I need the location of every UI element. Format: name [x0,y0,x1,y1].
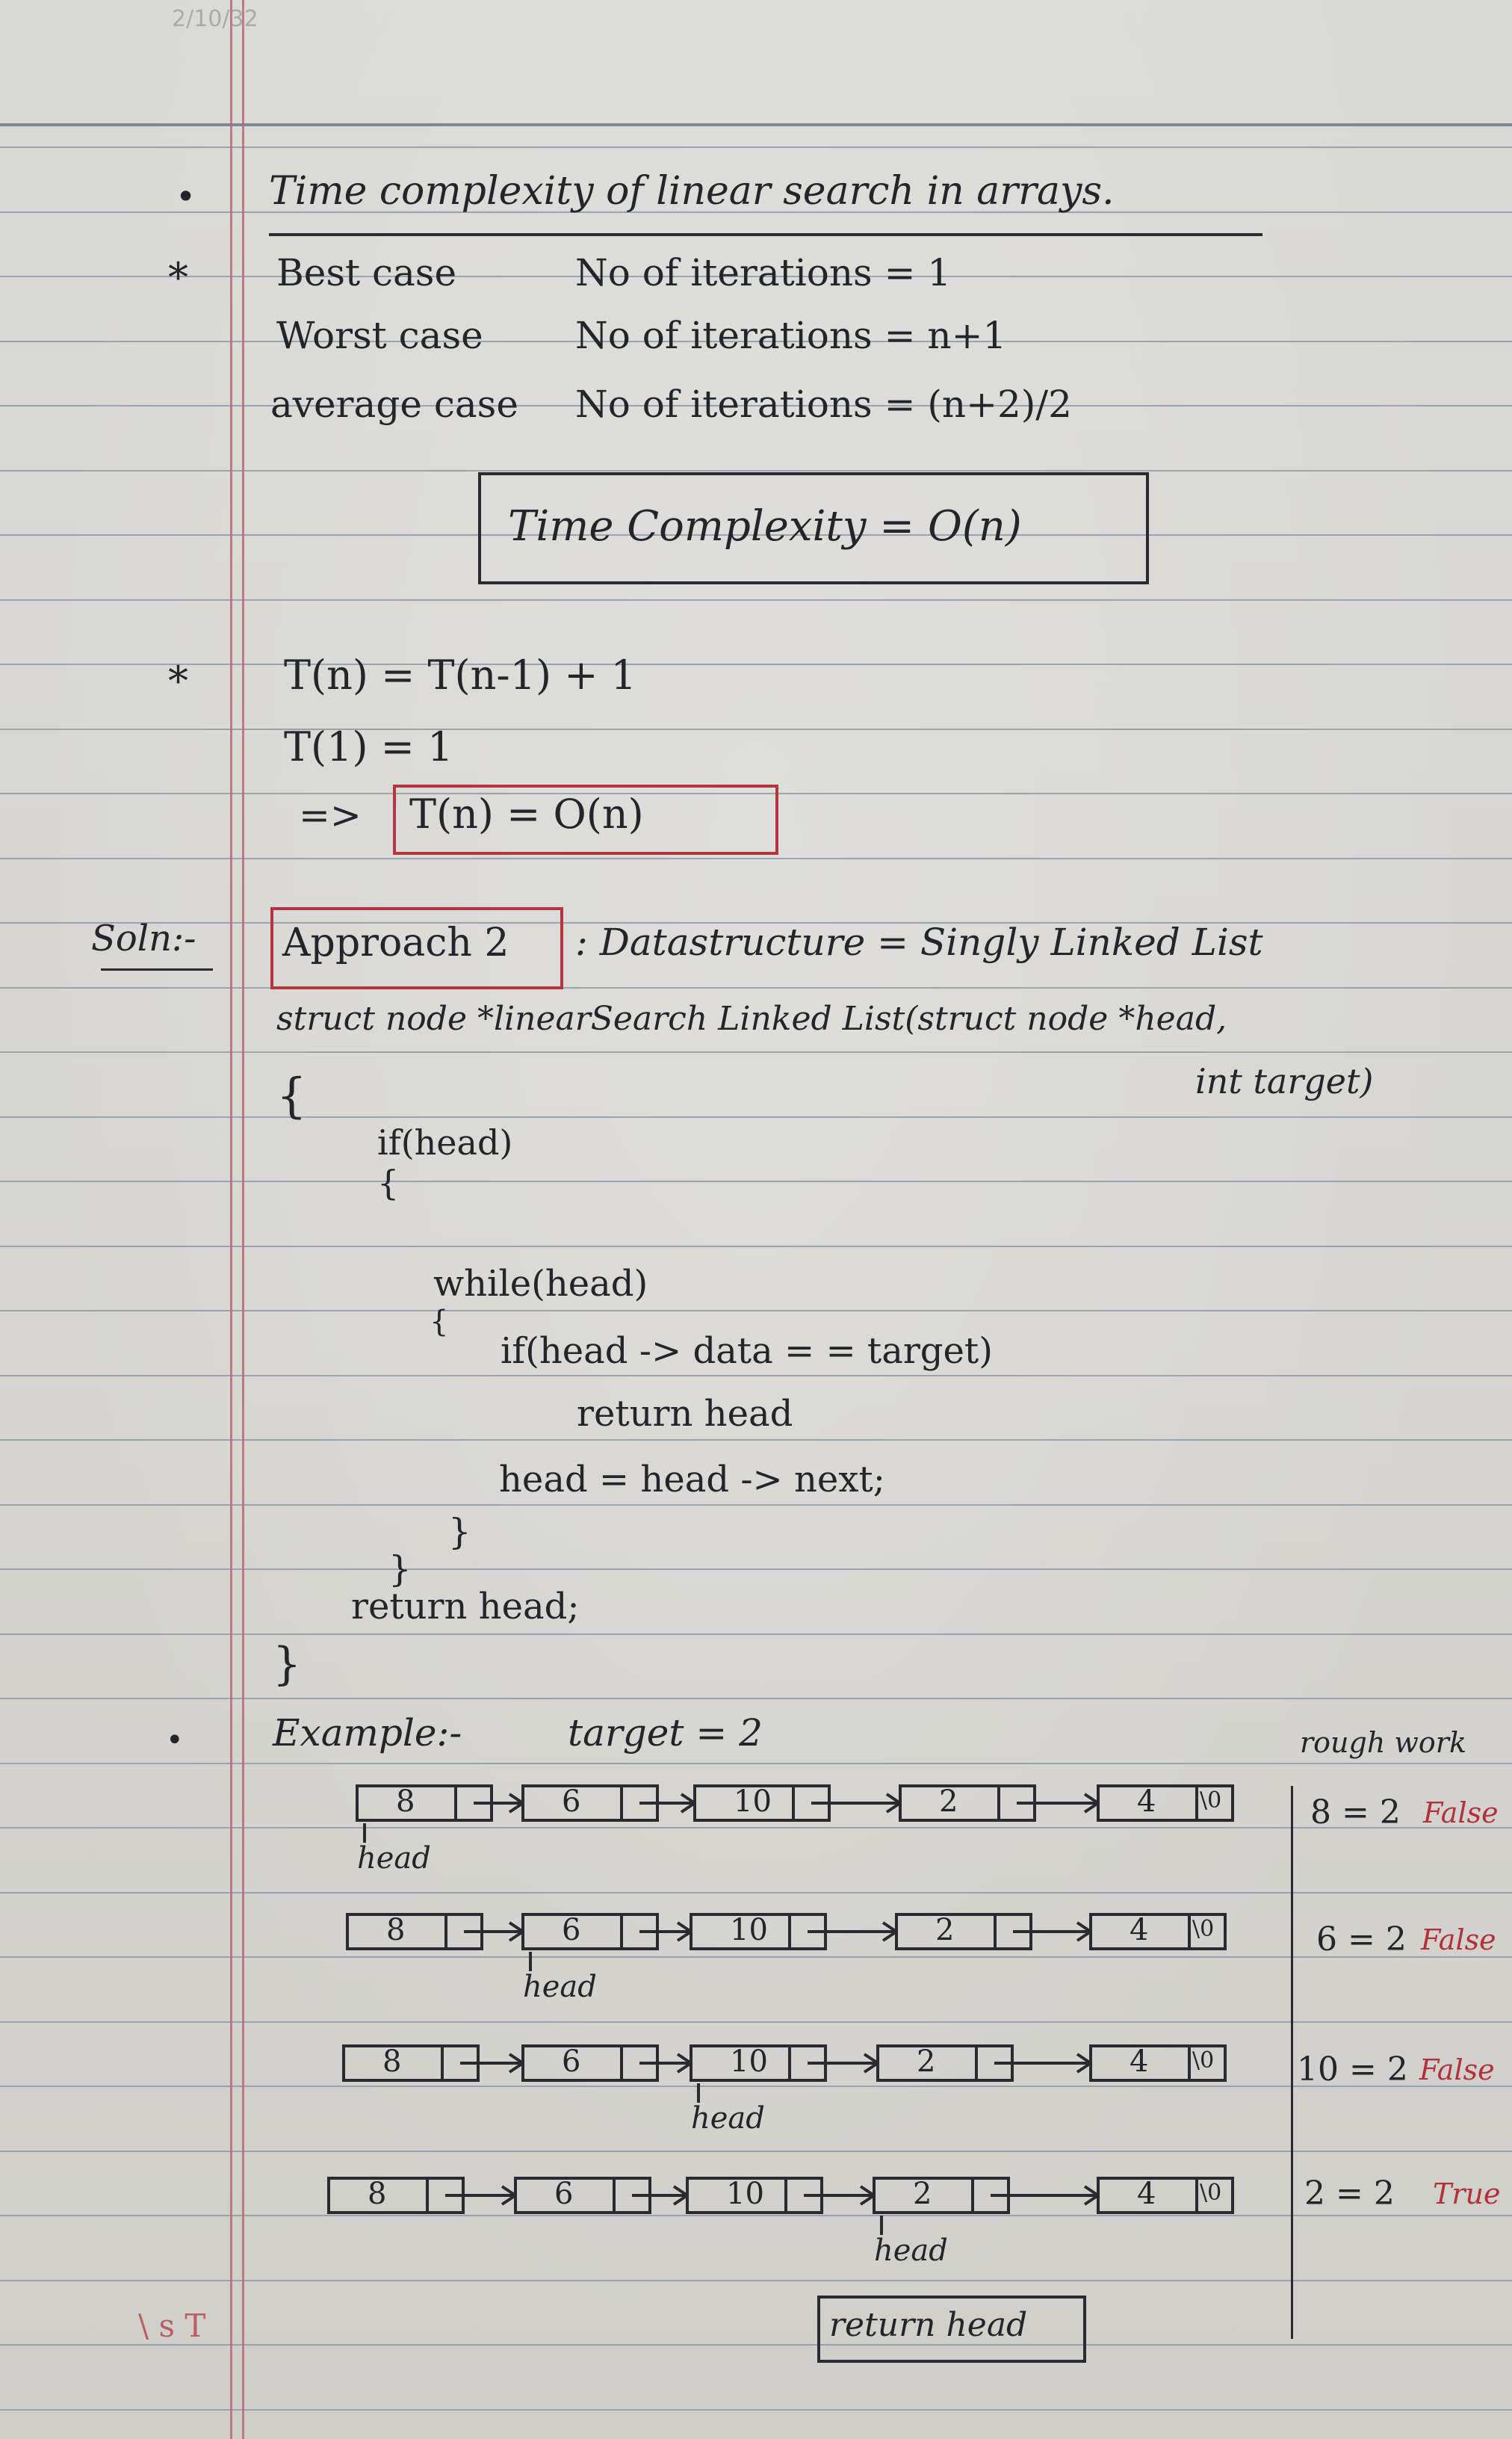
node-value: 2 [939,1784,958,1819]
node-value: 2 [917,2044,936,2079]
bullet-2: • [166,1723,184,1758]
code-line-8: if(head -> data = = target) [501,1330,993,1372]
solution-label: Soln:- [91,918,196,959]
head-label: head [523,1970,597,2004]
node-value: 10 [734,1784,772,1819]
node-value: 6 [562,1784,581,1819]
node-box [878,2046,1012,2080]
data-structure-text: : Datastructure = Singly Linked List [575,921,1263,964]
implies-arrow: => [299,794,362,837]
node-value: 6 [554,2177,574,2211]
node-value: 4 [1137,2177,1156,2211]
node-value: 10 [730,2044,768,2079]
code-line-3: { [276,1069,307,1124]
best-case-text: No of iterations = 1 [575,251,952,294]
code-line-14: } [273,1638,302,1690]
worst-case-text: No of iterations = n+1 [575,314,1007,357]
node-value: 2 [913,2177,932,2211]
node-value: 8 [368,2177,387,2211]
node-value: 2 [935,1913,955,1947]
star-2: * [168,658,188,705]
node-value: 4 [1137,1784,1156,1819]
worst-case-label: Worst case [276,314,483,357]
recurrence-line-2: T(1) = 1 [284,723,453,770]
node-box [523,2046,657,2080]
code-line-7: { [430,1305,449,1339]
verdict-1: False [1423,1796,1499,1829]
check-3: 10 = 2 [1297,2050,1408,2089]
best-case-label: Best case [276,251,457,294]
node-value: 6 [562,2044,581,2079]
node-box [347,1914,482,1949]
code-line-9: return head [577,1393,793,1435]
verdict-2: False [1421,1923,1496,1956]
code-line-11: } [448,1511,471,1553]
head-label: head [357,1841,431,1876]
verdict-4: True [1433,2177,1501,2210]
node-box [344,2046,478,2080]
null-terminator: \0 [1192,1916,1215,1942]
average-case-text: No of iterations = (n+2)/2 [575,383,1072,426]
example-target: target = 2 [568,1711,763,1755]
node-box [523,1914,657,1949]
rough-work-label: rough work [1300,1726,1466,1759]
node-value: 4 [1130,1913,1149,1947]
average-case-label: average case [270,383,518,426]
corner-note: \ s T [138,2307,206,2344]
node-value: 8 [396,1784,415,1819]
time-complexity-result: Time Complexity = O(n) [508,502,1022,551]
section-title: Time complexity of linear search in arrays. [269,169,1115,214]
node-value: 6 [562,1913,581,1947]
code-line-13: return head; [351,1586,580,1627]
node-box [329,2178,463,2213]
null-terminator: \0 [1200,1787,1222,1814]
node-value: 10 [730,1913,768,1947]
example-label: Example:- [273,1711,462,1755]
node-box [357,1786,492,1820]
code-line-2: int target) [1195,1061,1374,1101]
null-terminator: \0 [1200,2180,1222,2206]
node-value: 10 [726,2177,764,2211]
recurrence-result: T(n) = O(n) [409,791,644,838]
head-label: head [691,2101,765,2136]
check-2: 6 = 2 [1316,1920,1407,1959]
verdict-3: False [1419,2053,1495,2086]
node-box [874,2178,1008,2213]
bullet-1: • [176,176,196,217]
check-1: 8 = 2 [1310,1793,1401,1831]
node-box [523,1786,657,1820]
code-line-4: if(head) [377,1122,513,1163]
margin-mark: 2/10/32 [172,6,258,32]
code-line-6: while(head) [433,1263,648,1305]
code-line-5: { [377,1163,400,1203]
star-1: * [168,254,188,301]
node-value: 8 [386,1913,406,1947]
node-box [515,2178,650,2213]
node-box [900,1786,1035,1820]
check-4: 2 = 2 [1304,2174,1395,2213]
node-box [896,1914,1031,1949]
recurrence-line-1: T(n) = T(n-1) + 1 [284,652,636,699]
code-line-12: } [388,1548,412,1590]
approach-label: Approach 2 [282,921,509,965]
code-line-10: head = head -> next; [499,1459,885,1500]
head-label: head [874,2234,948,2268]
return-head-text: return head [829,2306,1028,2344]
null-terminator: \0 [1192,2047,1215,2074]
node-value: 4 [1130,2044,1149,2079]
node-value: 8 [382,2044,402,2079]
code-line-1: struct node *linearSearch Linked List(struct node *head, [276,1000,1227,1038]
